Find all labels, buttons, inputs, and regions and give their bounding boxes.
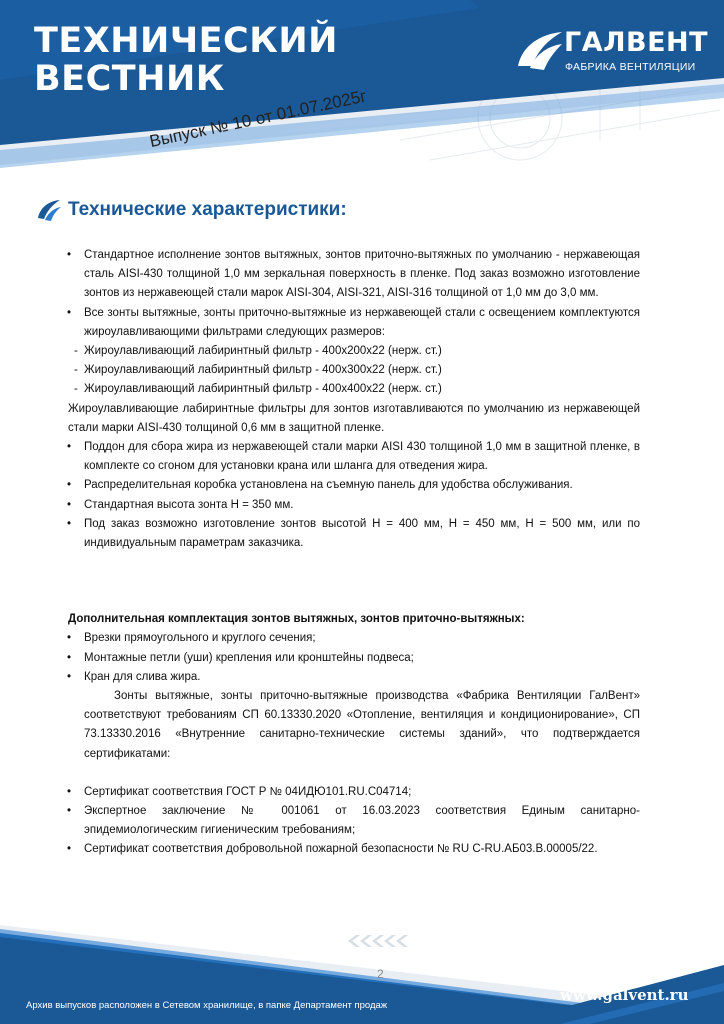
extras-heading: Дополнительная комплектация зонтов вытяжных, зонтов приточно-вытяжных: [68, 613, 525, 626]
document-body [60, 246, 640, 860]
spec-item: • Поддон для сбора жира из нержавеющей стали марки AISI 430 толщиной 1,0 мм в защитной пленке, в комплекте со сгоном для установки крана или шланга для отведения жира. [60, 438, 640, 476]
compliance-paragraph: Зонты вытяжные, зонты приточно-вытяжные производства «Фабрика Вентиляции ГалВент» соответствуют требованиям СП 60.13330.2020 «Отопление, вентиляция и кондиционирование», СП 73.13330.2016 «Внутренние санитарно-технические системы зданий», что подтверждается сертификатами: [84, 690, 640, 760]
filter-item: - Жироулавливающий лабиринтный фильтр - 400х400х22 (нерж. ст.) [60, 380, 640, 399]
spec-item: • Распределительная коробка установлена на съемную панель для удобства обслуживания. [60, 476, 640, 495]
spec-item: • Под заказ возможно изготовление зонтов высотой H = 400 мм, H = 450 мм, H = 500 мм, или по индивидуальным параметрам заказчика. [60, 515, 640, 553]
galvent-swoosh-icon [36, 198, 62, 222]
section-heading [36, 198, 347, 222]
issue-label: Выпуск № 10 от 01.07.2025г [147, 86, 369, 152]
extras-item: • Кран для слива жира. [60, 668, 640, 687]
title-line-2: ВЕСТНИК [34, 59, 225, 99]
extras-item: • Врезки прямоугольного и круглого сечения; [60, 629, 640, 648]
extras-item: • Монтажные петли (уши) крепления или кронштейны подвеса; [60, 649, 640, 668]
filter-note: Жироулавливающие лабиринтные фильтры для зонтов изготавливаются по умолчанию из нержавеющей стали марки AISI-430 толщиной 0,6 мм в защитной пленке. [68, 402, 640, 434]
spec-item: • Стандартное исполнение зонтов вытяжных, зонтов приточно-вытяжных по умолчанию - нержавеющая сталь AISI-430 толщиной 1,0 мм зеркальная поверхность в пленке. Под заказ возможно изготовление зонтов из нержавеющей стали марок AISI-304, AISI-321, AISI-316 толщиной от 1,0 мм до 3,0 мм. [60, 246, 640, 304]
section-title: Технические характеристики: [68, 199, 347, 220]
certificate-item: • Сертификат соответствия ГОСТ Р № 04ИДЮ101.RU.С04714; [60, 783, 640, 802]
website-link[interactable]: www.galvent.ru [560, 986, 689, 1004]
title-line-1: ТЕХНИЧЕСКИЙ [34, 21, 338, 61]
bulletin-title [34, 22, 338, 98]
spec-item: • Все зонты вытяжные, зонты приточно-вытяжные из нержавеющей стали с освещением комплектуются жироулавливающими фильтрами следующих размеров: [60, 304, 640, 342]
certificate-item: • Сертификат соответствия добровольной пожарной безопасности № RU C-RU.АБ03.В.00005/22. [60, 840, 640, 859]
brand-name: ГАЛВЕНТ [564, 27, 709, 58]
archive-note: Архив выпусков расположен в Сетевом хранилище, в папке Департамент продаж [26, 1000, 388, 1011]
filter-item: - Жироулавливающий лабиринтный фильтр - 400х200х22 (нерж. ст.) [60, 342, 640, 361]
brand-tagline: ФАБРИКА ВЕНТИЛЯЦИИ [565, 61, 696, 73]
filter-item: - Жироулавливающий лабиринтный фильтр - 400х300х22 (нерж. ст.) [60, 361, 640, 380]
spec-item: • Стандартная высота зонта H = 350 мм. [60, 496, 640, 515]
page-number: 2 [377, 967, 384, 981]
certificate-item: • Экспертное заключение № 001061 от 16.03.2023 соответствия Единым санитарно-эпидемиологическим гигиеническим требованиям; [60, 802, 640, 840]
